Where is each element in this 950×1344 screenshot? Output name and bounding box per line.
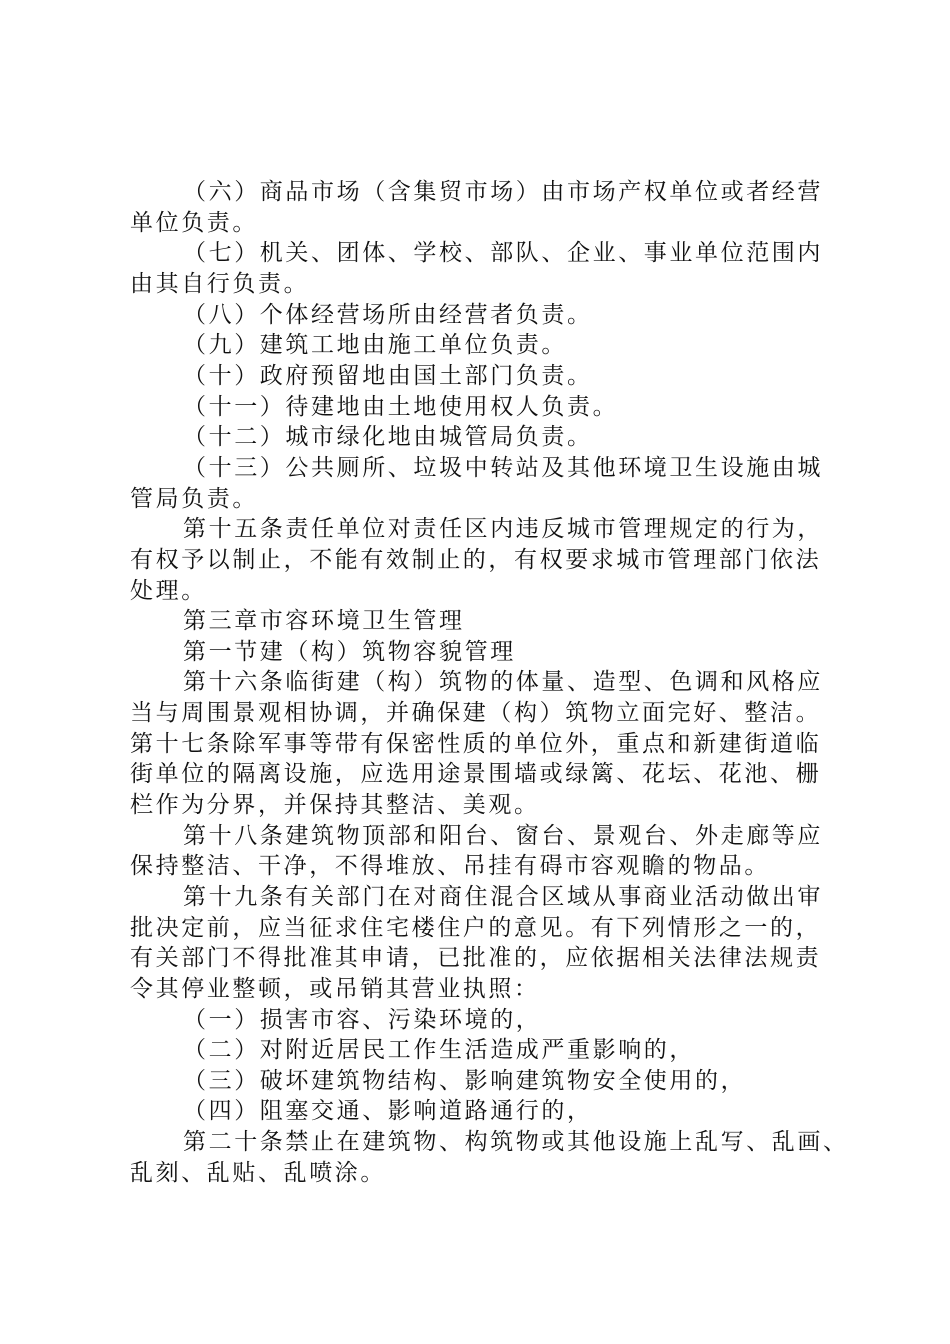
text-line: 批决定前，应当征求住宅楼住户的意见。有下列情形之一的， [130,915,822,941]
text-line: （六）商品市场（含集贸市场）由市场产权单位或者经营 [183,179,823,205]
text-line: 第十八条建筑物顶部和阳台、窗台、景观台、外走廊等应 [183,823,823,849]
text-line: 第十六条临街建（构）筑物的体量、造型、色调和风格应 [183,669,823,695]
section-heading: 第一节建（构）筑物容貌管理 [183,639,516,665]
text-line: （十一）待建地由土地使用权人负责。 [183,394,619,420]
text-line: （七）机关、团体、学校、部队、企业、事业单位范围内 [183,240,823,266]
text-line: （三）破坏建筑物结构、影响建筑物安全使用的， [183,1068,747,1094]
text-line: 令其停业整顿，或吊销其营业执照： [130,976,540,1002]
text-line: （十三）公共厕所、垃圾中转站及其他环境卫生设施由城 [183,455,823,481]
text-line: （二）对附近居民工作生活造成严重影响的， [183,1037,695,1063]
text-line: 第十七条除军事等带有保密性质的单位外，重点和新建街道临 [130,731,822,757]
text-line: 处理。 [130,578,207,604]
chapter-heading: 第三章市容环境卫生管理 [183,608,465,634]
text-line: 第十九条有关部门在对商住混合区域从事商业活动做出审 [183,884,823,910]
text-line: 第二十条禁止在建筑物、构筑物或其他设施上乱写、乱画、 [183,1129,849,1155]
text-line: 有权予以制止，不能有效制止的，有权要求城市管理部门依法 [130,547,822,573]
text-line: 单位负责。 [130,210,258,236]
text-line: 有关部门不得批准其申请，已批准的，应依据相关法律法规责 [130,945,822,971]
text-line: 保持整洁、干净，不得堆放、吊挂有碍市容观瞻的物品。 [130,853,770,879]
text-line: （十）政府预留地由国土部门负责。 [183,363,593,389]
text-line: 当与周围景观相协调，并确保建（构）筑物立面完好、整洁。 [130,700,822,726]
text-line: 乱刻、乱贴、乱喷涂。 [130,1160,386,1186]
text-line: （十二）城市绿化地由城管局负责。 [183,424,593,450]
text-line: （一）损害市容、污染环境的， [183,1007,542,1033]
text-line: （九）建筑工地由施工单位负责。 [183,332,567,358]
text-line: （八）个体经营场所由经营者负责。 [183,302,593,328]
text-line: 街单位的隔离设施，应选用途景围墙或绿篱、花坛、花池、栅 [130,761,822,787]
text-line: 管局负责。 [130,486,258,512]
text-line: 栏作为分界，并保持其整洁、美观。 [130,792,540,818]
text-line: 由其自行负责。 [130,271,310,297]
text-line: 第十五条责任单位对责任区内违反城市管理规定的行为， [183,516,823,542]
text-line: （四）阻塞交通、影响道路通行的， [183,1098,593,1124]
